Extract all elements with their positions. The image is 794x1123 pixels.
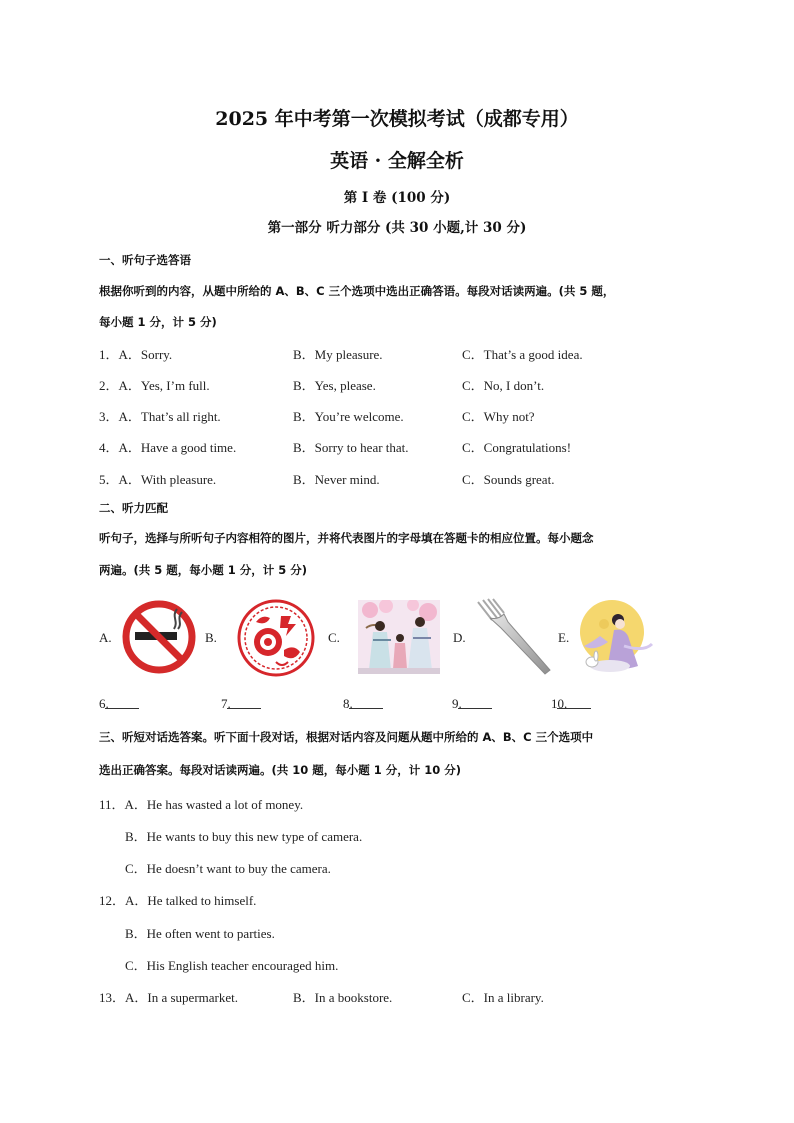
picture-letter-b: B. bbox=[205, 630, 217, 645]
part-heading: 第一部分 听力部分 (共 30 小题,计 30 分) bbox=[267, 220, 527, 236]
question-row-3 bbox=[99, 406, 719, 424]
picture-letter-d: D. bbox=[453, 630, 466, 645]
picture-letter-a: A. bbox=[99, 630, 112, 645]
option-b: B．Never mind. bbox=[293, 472, 380, 487]
question-11 bbox=[99, 794, 719, 812]
picture-letter-c: C. bbox=[328, 630, 340, 645]
question-13 bbox=[99, 987, 719, 1005]
option-c: C．Congratulations! bbox=[462, 440, 572, 455]
moon-goddess-icon bbox=[574, 596, 656, 678]
question-12 bbox=[99, 890, 719, 908]
question-12-option-b: B．He often went to parties. bbox=[125, 926, 275, 941]
volume-heading: 第 I 卷 (100 分) bbox=[343, 190, 451, 206]
question-12-option-c: C．His English teacher encouraged him. bbox=[125, 958, 339, 973]
answer-blanks: 6. 7. 8. 9. 10. bbox=[99, 696, 719, 714]
section1-heading: 一、听句子选答语 bbox=[99, 253, 191, 267]
question-row-5 bbox=[99, 469, 719, 487]
no-smoking-icon bbox=[121, 599, 197, 675]
question-11-option-c: C．He doesn’t want to buy the camera. bbox=[125, 861, 331, 876]
picture-letter-e: E. bbox=[558, 630, 570, 645]
option-a: 1．A．Sorry. bbox=[99, 347, 173, 362]
page-subtitle: 英语 · 全解全析 bbox=[330, 150, 464, 172]
section2-heading: 二、听力匹配 bbox=[99, 501, 168, 515]
option-a: 3．A．That’s all right. bbox=[99, 409, 221, 424]
section1-instruction: 根据你听到的内容，从题中所给的 A、B、C 三个选项中选出正确答语。每段对话读两遍。(共 5 题， bbox=[99, 284, 615, 298]
option-c: C．No, I don’t. bbox=[462, 378, 545, 393]
option-a: 4．A．Have a good time. bbox=[99, 440, 237, 455]
option-c: C．That’s a good idea. bbox=[462, 347, 583, 362]
option-a: 5．A．With pleasure. bbox=[99, 472, 217, 487]
page-title: 2025 年中考第一次模拟考试（成都专用） bbox=[215, 108, 579, 130]
option-b: B．Yes, please. bbox=[293, 378, 376, 393]
option-b: B．My pleasure. bbox=[293, 347, 383, 362]
question-row-1 bbox=[99, 344, 719, 362]
question-11-option-b: B．He wants to buy this new type of camera. bbox=[125, 829, 363, 844]
option-a: 12．A．He talked to himself. bbox=[99, 893, 257, 908]
option-a: 2．A．Yes, I’m full. bbox=[99, 378, 210, 393]
section3-heading: 三、听短对话选答案。听下面十段对话，根据对话内容及问题从题中所给的 A、B、C 三个选项中 bbox=[99, 730, 594, 744]
paper-cut-fu-icon bbox=[236, 598, 316, 678]
section1-instruction-cont: 每小题 1 分，计 5 分) bbox=[99, 315, 217, 329]
option-b: B．You’re welcome. bbox=[293, 409, 404, 424]
question-row-2 bbox=[99, 375, 719, 393]
option-b: B．Sorry to hear that. bbox=[293, 440, 409, 455]
option-c: C．Why not? bbox=[462, 409, 535, 424]
option-c: C．In a library. bbox=[462, 990, 544, 1005]
section2-instruction-cont: 两遍。(共 5 题，每小题 1 分，计 5 分) bbox=[99, 563, 308, 577]
kimono-people-icon bbox=[358, 600, 440, 674]
fork-icon bbox=[474, 598, 554, 676]
section3-heading-cont: 选出正确答案。每段对话读两遍。(共 10 题，每小题 1 分，计 10 分) bbox=[99, 763, 462, 777]
option-b: B．In a bookstore. bbox=[293, 990, 393, 1005]
section2-instruction: 听句子，选择与所听句子内容相符的图片，并将代表图片的字母填在答题卡的相应位置。每小题念 bbox=[99, 531, 594, 545]
option-a: 11．A．He has wasted a lot of money. bbox=[99, 797, 304, 812]
option-a: 13．A．In a supermarket. bbox=[99, 990, 238, 1005]
option-c: C．Sounds great. bbox=[462, 472, 555, 487]
question-row-4 bbox=[99, 437, 719, 455]
